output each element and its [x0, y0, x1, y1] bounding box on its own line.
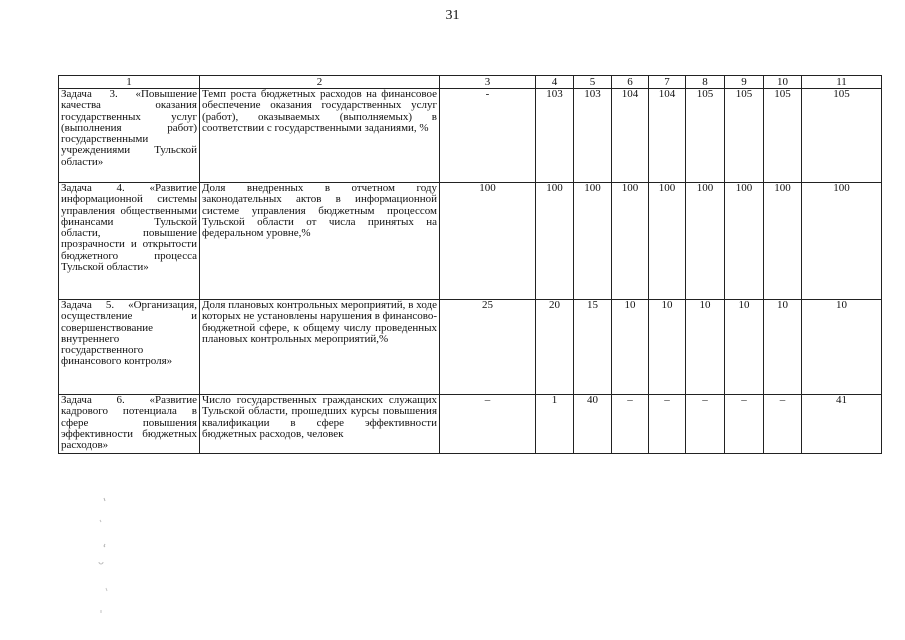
table-row-task-5 — [59, 300, 882, 395]
value-cell-col-4: 100 — [536, 183, 574, 300]
value-cell-col-10: 10 — [764, 300, 802, 395]
indicator-cell: Доля внедренных в отчетном году законодательных актов в информационной системе управления бюджетным процессом Тульской области от числа принятых на федеральном уровне,% — [200, 183, 440, 300]
value-cell-col-8: 100 — [686, 183, 725, 300]
header-cell-col-11: 11 — [802, 76, 882, 89]
value-cell-col-5: 40 — [574, 395, 612, 454]
header-cell-col-2: 2 — [200, 76, 440, 89]
page-number: 31 — [445, 8, 460, 23]
value-cell-col-7: – — [649, 395, 686, 454]
value-cell-col-11: 41 — [802, 395, 882, 454]
task-cell: Задача 3. «Повышение качества оказания государственных услуг (выполнения работ) государственными учреждениями Тульской области» — [59, 89, 200, 183]
task-cell: Задача 4. «Развитие информационной системы управления общественными финансами Тульской области, повышение прозрачности и открытости бюджетного процесса Тульской области» — [59, 183, 200, 300]
table-row-task-6 — [59, 395, 882, 454]
value-cell-col-5: 103 — [574, 89, 612, 183]
value-cell-col-7: 10 — [649, 300, 686, 395]
value-cell-col-6: 10 — [612, 300, 649, 395]
value-cell-col-4: 1 — [536, 395, 574, 454]
value-cell-col-3: 100 — [440, 183, 536, 300]
header-cell-col-8: 8 — [686, 76, 725, 89]
header-cell-col-10: 10 — [764, 76, 802, 89]
value-cell-col-11: 105 — [802, 89, 882, 183]
value-cell-col-11: 100 — [802, 183, 882, 300]
task-cell: Задача 6. «Развитие кадрового потенциала в сфере повышения эффективности бюджетных расходов» — [59, 395, 200, 454]
header-cell-col-9: 9 — [725, 76, 764, 89]
value-cell-col-9: 10 — [725, 300, 764, 395]
value-cell-col-3: 25 — [440, 300, 536, 395]
indicators-table — [58, 75, 882, 454]
value-cell-col-9: 100 — [725, 183, 764, 300]
indicator-cell: Число государственных гражданских служащих Тульской области, прошедших курсы повышения квалификации в сфере эффективности бюджетных расходов, человек — [200, 395, 440, 454]
value-cell-col-10: 100 — [764, 183, 802, 300]
header-row — [59, 76, 882, 89]
value-cell-col-3: - — [440, 89, 536, 183]
header-cell-col-1: 1 — [59, 76, 200, 89]
value-cell-col-6: 100 — [612, 183, 649, 300]
header-cell-col-3: 3 — [440, 76, 536, 89]
value-cell-col-10: – — [764, 395, 802, 454]
value-cell-col-6: 104 — [612, 89, 649, 183]
table-row-task-4 — [59, 183, 882, 300]
indicator-cell: Доля плановых контрольных мероприятий, в ходе которых не установлены нарушения в финансово-бюджетной сфере, к общему числу проведенных плановых контрольных мероприятий,% — [200, 300, 440, 395]
table-row-task-3 — [59, 89, 882, 183]
value-cell-col-6: – — [612, 395, 649, 454]
value-cell-col-9: – — [725, 395, 764, 454]
value-cell-col-11: 10 — [802, 300, 882, 395]
value-cell-col-5: 100 — [574, 183, 612, 300]
header-cell-col-4: 4 — [536, 76, 574, 89]
value-cell-col-7: 104 — [649, 89, 686, 183]
value-cell-col-4: 103 — [536, 89, 574, 183]
value-cell-col-5: 15 — [574, 300, 612, 395]
value-cell-col-9: 105 — [725, 89, 764, 183]
header-cell-col-5: 5 — [574, 76, 612, 89]
value-cell-col-8: – — [686, 395, 725, 454]
value-cell-col-3: – — [440, 395, 536, 454]
value-cell-col-8: 105 — [686, 89, 725, 183]
value-cell-col-7: 100 — [649, 183, 686, 300]
header-cell-col-7: 7 — [649, 76, 686, 89]
value-cell-col-4: 20 — [536, 300, 574, 395]
task-cell: Задача 5. «Организация, осуществление и совершенствование внутреннего государственного финансового контроля» — [59, 300, 200, 395]
value-cell-col-10: 105 — [764, 89, 802, 183]
indicator-cell: Темп роста бюджетных расходов на финансовое обеспечение оказания государственных услуг (работ), оказываемых (выполняемых) в соответствии с государственными заданиями, % — [200, 89, 440, 183]
value-cell-col-8: 10 — [686, 300, 725, 395]
scan-artifact-marks — [96, 492, 110, 622]
header-cell-col-6: 6 — [612, 76, 649, 89]
